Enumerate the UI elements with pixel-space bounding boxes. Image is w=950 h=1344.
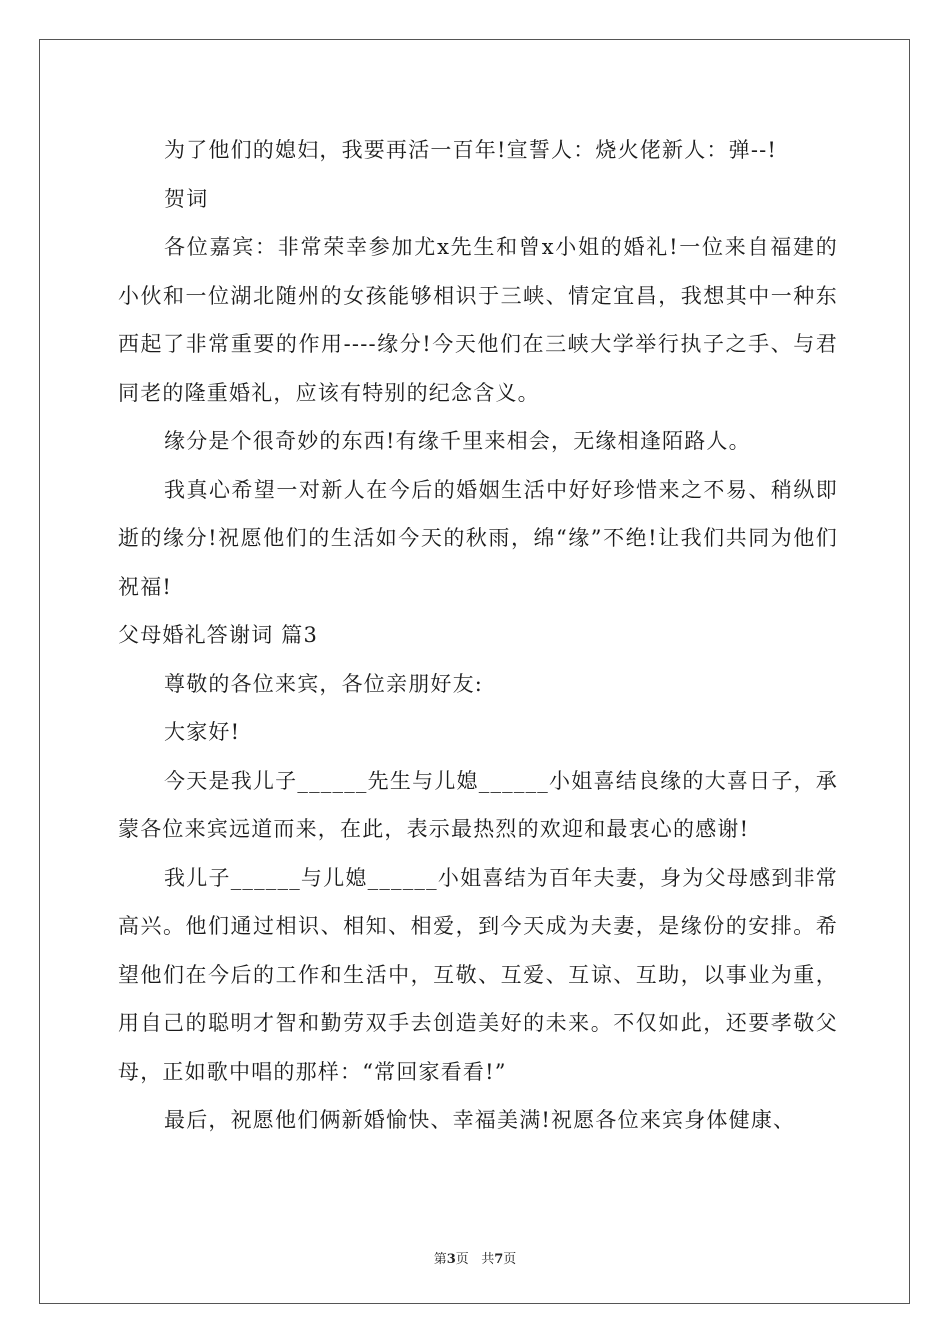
- paragraph-salutation: 尊敬的各位来宾，各位亲朋好友:: [164, 671, 484, 696]
- section-heading: 父母婚礼答谢词 篇3: [118, 623, 319, 647]
- paragraph-closing: 最后，祝愿他们俩新婚愉快、幸福美满!祝愿各位来宾身体健康、: [164, 1108, 796, 1132]
- paragraph-congrats-title: 贺词: [164, 186, 209, 211]
- paragraph-wish: 我真心希望一对新人在今后的婚姻生活中好好珍惜来之不易、稍纵即逝的缘分!祝愿他们的生活如今天的秋雨，绵“缘”不绝!让我们共同为他们祝福!: [118, 477, 838, 599]
- paragraph-guests-greeting: 各位嘉宾：非常荣幸参加尤x先生和曾x小姐的婚礼!一位来自福建的小伙和一位湖北随州的女孩能够相识于三峡、情定宜昌，我想其中一种东西起了非常重要的作用----缘分!今天他们在三峡大学举行执子之手、与君同老的隆重婚礼，应该有特别的纪念含义。: [118, 235, 838, 405]
- paragraph-fate: 缘分是个很奇妙的东西!有缘千里来相会，无缘相逢陌路人。: [164, 429, 751, 453]
- paragraph-parents-blessing: 我儿子______与儿媳______小姐喜结为百年夫妻，身为父母感到非常高兴。他们通过相识、相知、相爱，到今天成为夫妻，是缘份的安排。希望他们在今后的工作和生活中，互敬、互爱、互谅、互助，以事业为重，用自己的聪明才智和勤劳双手去创造美好的未来。不仅如此，还要孝敬父母，正如歌中唱的那样：“常回家看看!”: [118, 865, 838, 1084]
- page-footer: [0, 1248, 950, 1267]
- paragraph-hello: 大家好!: [164, 720, 241, 744]
- footer-page-number: 3: [446, 1252, 456, 1267]
- footer-total-suffix: 页: [503, 1252, 517, 1267]
- footer-page-suffix: 页: [455, 1252, 469, 1267]
- paragraph-vow: 为了他们的媳妇，我要再活一百年!宣誓人：烧火佬新人：弹--!: [164, 138, 778, 162]
- footer-total-prefix: 共: [481, 1252, 495, 1267]
- paragraph-welcome: 今天是我儿子______先生与儿媳______小姐喜结良缘的大喜日子，承蒙各位来宾远道而来，在此，表示最热烈的欢迎和最衷心的感谢!: [118, 768, 838, 841]
- footer-total-pages: 7: [494, 1252, 504, 1267]
- document-body: [118, 126, 838, 1145]
- footer-prefix: 第: [433, 1252, 447, 1267]
